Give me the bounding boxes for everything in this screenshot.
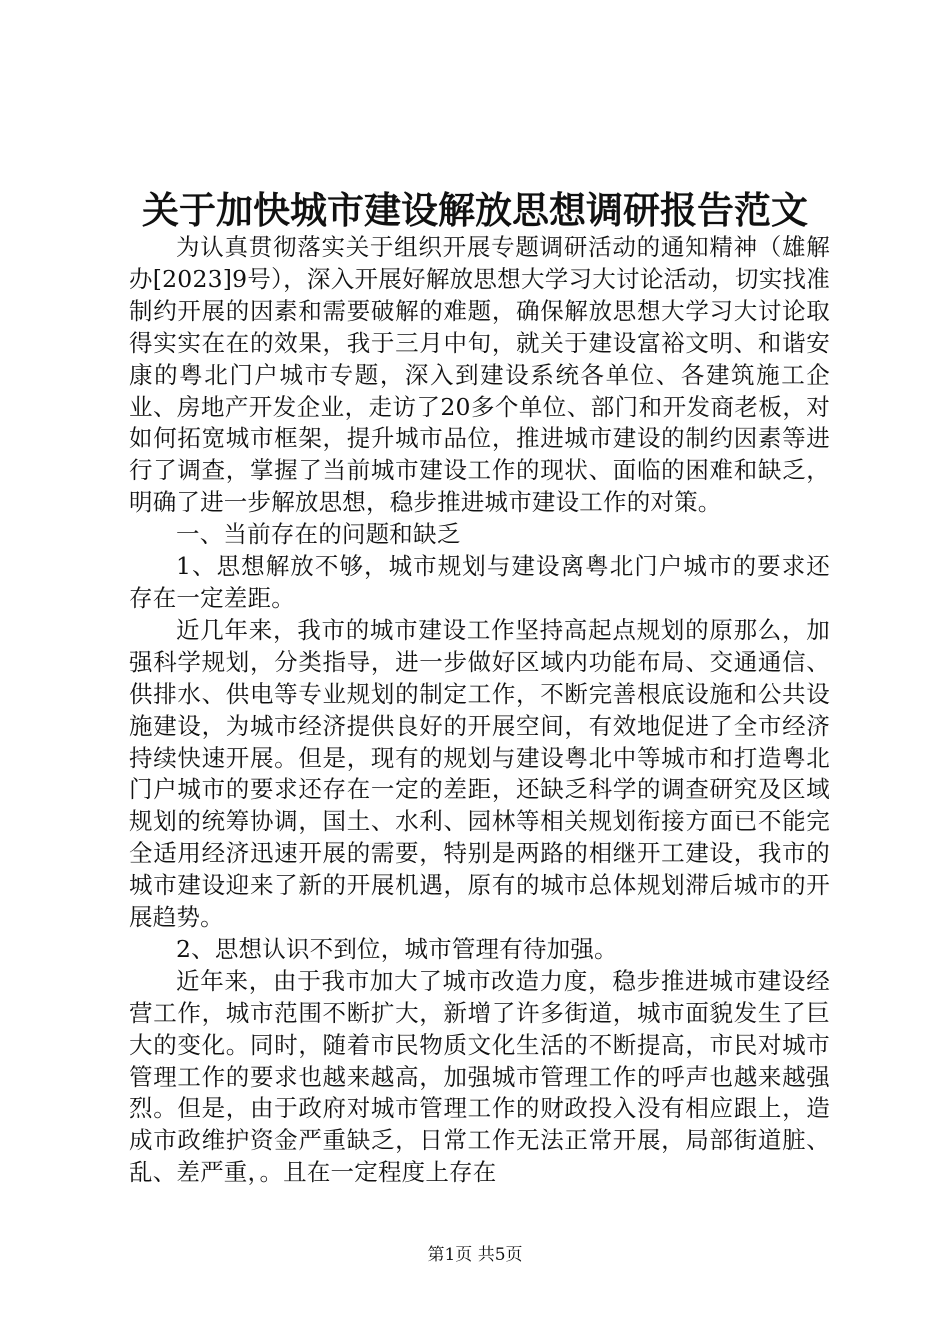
subsection-heading-2: 2、思想认识不到位，城市管理有待加强。 (176, 934, 618, 963)
paragraph-intro: 为认真贯彻落实关于组织开展专题调研活动的通知精神（雄解办[2023]9号），深入开展好解放思想大学习大讨论活动，切实找准制约开展的因素和需要破解的难题，确保解放思想大学习大讨论取得实实在在的效果，我于三月中旬，就关于建设富裕文明、和谐安康的粤北门户城市专题，深入到建设系统各单位、各建筑施工企业、房地产开发企业，走访了20多个单位、部门和开发商老板，对如何拓宽城市框架，提升城市品位，推进城市建设的制约因素等进行了调查，掌握了当前城市建设工作的现状、面临的困难和缺乏，明确了进一步解放思想，稳步推进城市建设工作的对策。 (129, 233, 830, 517)
document-title: 关于加快城市建设解放思想调研报告范文 (142, 188, 808, 232)
paragraph-management: 近年来，由于我市加大了城市改造力度，稳步推进城市建设经营工作，城市范围不断扩大，新增了许多街道，城市面貌发生了巨大的变化。同时，随着市民物质文化生活的不断提高，市民对城市管理工作的要求也越来越高，加强城市管理工作的呼声也越来越强烈。但是，由于政府对城市管理工作的财政投入没有相应跟上，造成市政维护资金严重缺乏，日常工作无法正常开展，局部街道脏、乱、差严重，。且在一定程度上存在 (129, 966, 830, 1187)
subsection-heading-1: 1、思想解放不够，城市规划与建设离粤北门户城市的要求还存在一定差距。 (129, 552, 830, 612)
section-heading-problems: 一、当前存在的问题和缺乏 (176, 520, 461, 549)
document-body (129, 232, 830, 1189)
paragraph-planning: 近几年来，我市的城市建设工作坚持高起点规划的原那么，加强科学规划，分类指导，进一步做好区域内功能布局、交通通信、供排水、供电等专业规划的制定工作，不断完善根底设施和公共设施建设，为城市经济提供良好的开展空间，有效地促进了全市经济持续快速开展。但是，现有的规划与建设粤北中等城市和打造粤北门户城市的要求还存在一定的差距，还缺乏科学的调查研究及区域规划的统筹协调，国土、水利、园林等相关规划衔接方面已不能完全适用经济迅速开展的需要，特别是两路的相继开工建设，我市的城市建设迎来了新的开展机遇，原有的城市总体规划滞后城市的开展趋势。 (129, 615, 830, 932)
page-footer: 第1页 共5页 (427, 1245, 523, 1265)
